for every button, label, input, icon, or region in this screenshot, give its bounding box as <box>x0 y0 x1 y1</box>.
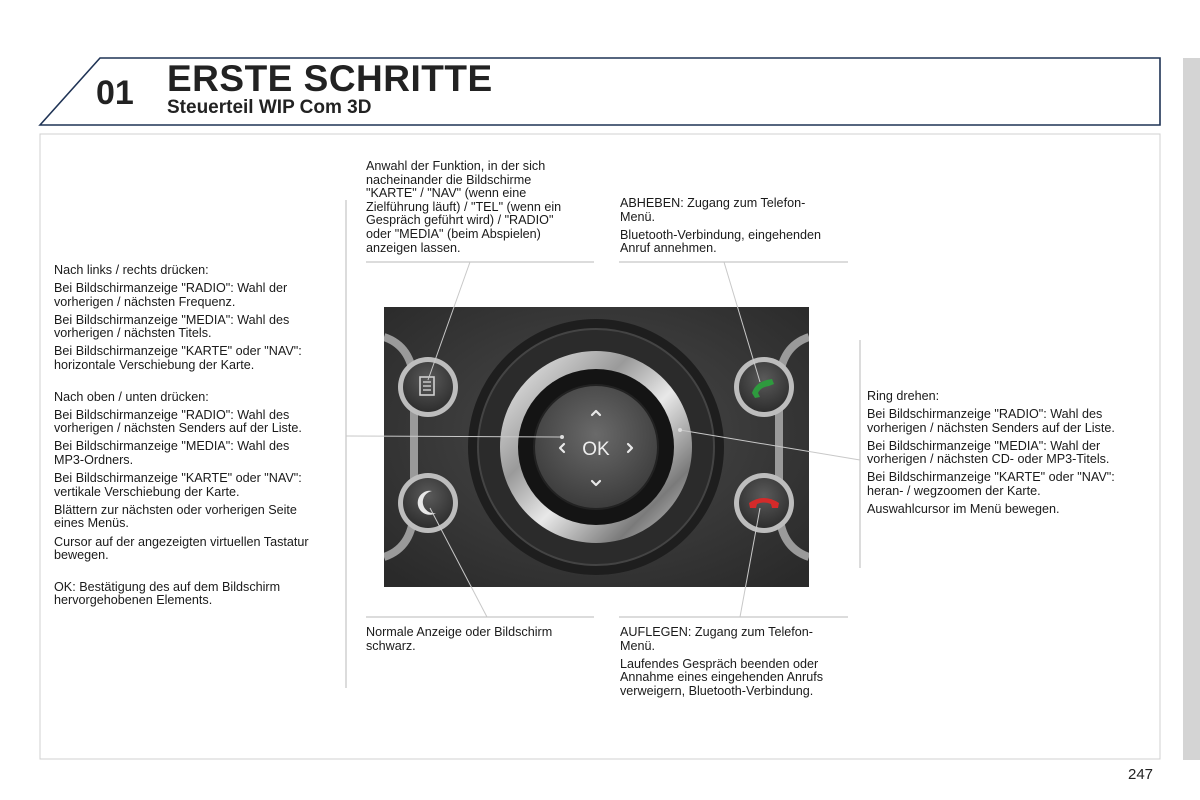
callout-line: oder "MEDIA" (beim Abspielen) <box>366 226 541 241</box>
callout-line: hervorgehobenen Elements. <box>54 593 213 608</box>
callout-line: AUFLEGEN: Zugang zum Telefon- <box>620 625 813 639</box>
callout-line: Bei Bildschirmanzeige "MEDIA": Wahl des <box>54 312 290 327</box>
callout-line: Bei Bildschirmanzeige "KARTE" oder "NAV": <box>867 470 1115 485</box>
callout-line: Ring drehen: <box>867 389 940 403</box>
ok-button[interactable]: OK <box>582 439 610 460</box>
callout-line: horizontale Verschiebung der Karte. <box>54 358 255 373</box>
callout-line: Auswahlcursor im Menü bewegen. <box>867 502 1060 517</box>
callout-line: Bei Bildschirmanzeige "KARTE" oder "NAV": <box>54 344 302 359</box>
callout-line: vorherigen / nächsten Senders auf der Liste. <box>867 420 1115 435</box>
callout-line: Anruf annehmen. <box>620 241 717 256</box>
callout-line: Cursor auf der angezeigten virtuellen Tastatur <box>54 534 309 549</box>
callout-line: MP3-Ordners. <box>54 453 134 468</box>
callout-line: Laufendes Gespräch beenden oder <box>620 656 819 671</box>
callout-line: nacheinander die Bildschirme <box>366 172 532 187</box>
callout-line: "KARTE" / "NAV" (wenn eine <box>366 186 527 201</box>
callout-line: Bei Bildschirmanzeige "KARTE" oder "NAV": <box>54 471 302 486</box>
page-number: 247 <box>1128 766 1154 783</box>
callout-line: eines Menüs. <box>54 516 129 531</box>
callout-line: Blättern zur nächsten oder vorherigen Seite <box>54 502 297 517</box>
callout-line: anzeigen lassen. <box>366 240 461 255</box>
callout-answer-button <box>620 197 855 260</box>
callout-line: Zielführung läuft) / "TEL" (wenn ein <box>366 199 562 214</box>
callout-line: Bei Bildschirmanzeige "RADIO": Wahl des <box>54 407 290 422</box>
callout-line: Menü. <box>620 209 656 224</box>
callout-line: heran- / wegzoomen der Karte. <box>867 484 1041 499</box>
callout-line: Gespräch geführt wird) / "RADIO" <box>366 213 554 228</box>
callout-line: verweigern, Bluetooth-Verbindung. <box>620 683 814 698</box>
callout-line: vorherigen / nächsten Titels. <box>54 326 212 341</box>
chapter-number: 01 <box>96 74 134 112</box>
callout-line: vorherigen / nächsten Frequenz. <box>54 294 236 309</box>
page-title: ERSTE SCHRITTE <box>167 58 493 99</box>
callout-line: Anwahl der Funktion, in der sich <box>366 159 546 173</box>
callout-line: schwarz. <box>366 638 416 653</box>
callout-line: Bei Bildschirmanzeige "MEDIA": Wahl des <box>54 439 290 454</box>
callout-line: OK: Bestätigung des auf dem Bildschirm <box>54 579 281 594</box>
callout-line: bewegen. <box>54 548 109 563</box>
callout-line: vertikale Verschiebung der Karte. <box>54 484 240 499</box>
page-subtitle: Steuerteil WIP Com 3D <box>167 97 372 118</box>
callout-line: Nach links / rechts drücken: <box>54 263 209 277</box>
callout-mode-button <box>366 160 596 255</box>
callout-ring <box>867 390 1157 521</box>
callout-line: Nach oben / unten drücken: <box>54 389 209 404</box>
callout-line: Bei Bildschirmanzeige "MEDIA": Wahl der <box>867 438 1101 453</box>
callout-line: vorherigen / nächsten Senders auf der Liste. <box>54 421 302 436</box>
callout-dark-button <box>366 626 596 653</box>
callout-line: ABHEBEN: Zugang zum Telefon- <box>620 196 806 210</box>
callout-line: Normale Anzeige oder Bildschirm <box>366 625 553 639</box>
callout-line: Annahme eines eingehenden Anrufs <box>620 670 824 685</box>
callout-hangup-button <box>620 626 860 703</box>
callout-line: Menü. <box>620 638 656 653</box>
callout-line: Bluetooth-Verbindung, eingehenden <box>620 227 821 242</box>
callout-joystick <box>54 264 344 612</box>
callout-line: vorherigen / nächsten CD- oder MP3-Titels. <box>867 452 1110 467</box>
callout-line: Bei Bildschirmanzeige "RADIO": Wahl der <box>54 281 288 296</box>
callout-line: Bei Bildschirmanzeige "RADIO": Wahl des <box>867 407 1103 422</box>
